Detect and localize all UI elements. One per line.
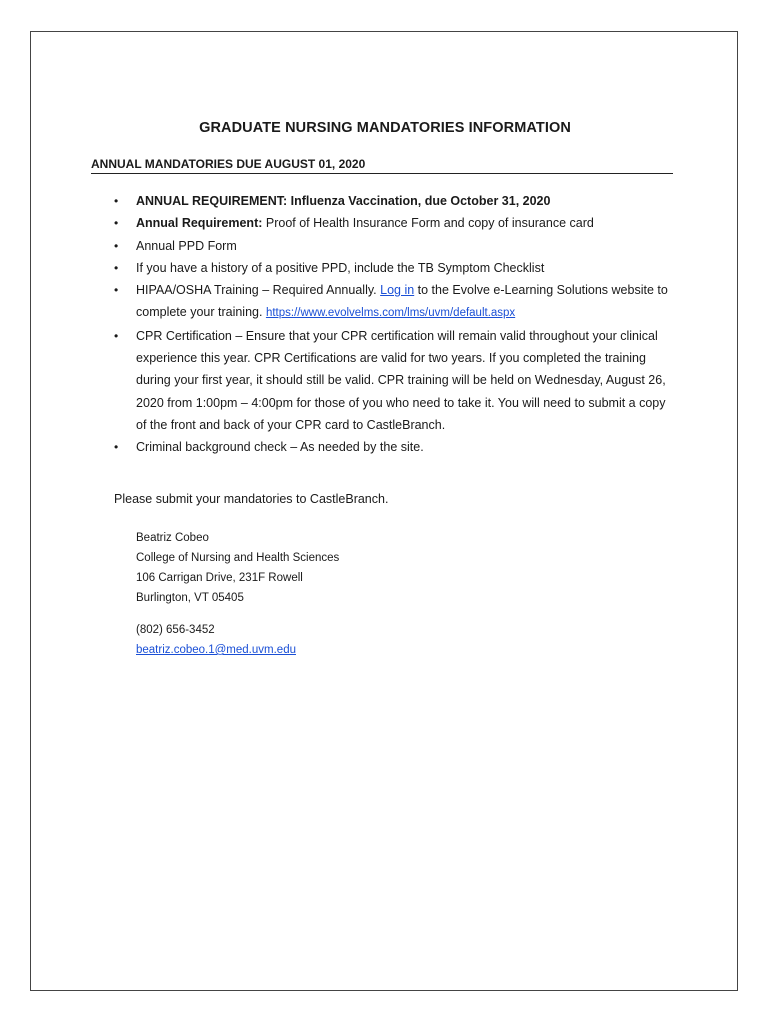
list-item-text: CPR Certification – Ensure that your CPR certification will remain valid throughout your clinical experience this year. CPR Certifications are valid for two years. If you completed the training during your first year, it should still be valid. CPR training will be held on Wednesday, August 26, 2020 from 1:00pm – 4:00pm for those of you who need to take it. You will need to submit a copy of the front and back of your CPR card to CastleBranch. <box>136 328 666 432</box>
list-item <box>114 212 679 234</box>
list-item-text: If you have a history of a positive PPD, include the TB Symptom Checklist <box>136 260 545 275</box>
section-heading: ANNUAL MANDATORIES DUE AUGUST 01, 2020 <box>91 157 673 174</box>
list-item-text: Annual PPD Form <box>136 238 237 253</box>
list-item-text: ANNUAL REQUIREMENT: Influenza Vaccination, due October 31, 2020 <box>136 194 551 208</box>
list-item <box>114 235 679 257</box>
contact-details <box>136 620 296 660</box>
list-item-text: HIPAA/OSHA Training – Required Annually. <box>136 283 381 298</box>
bullet-icon: • <box>114 328 119 343</box>
contact-org: College of Nursing and Health Sciences <box>136 552 340 564</box>
list-item <box>114 279 679 325</box>
list-item-text: Criminal background check – As needed by the site. <box>136 440 424 455</box>
document-title: GRADUATE NURSING MANDATORIES INFORMATION <box>199 120 571 136</box>
list-item <box>114 325 679 436</box>
contact-name: Beatriz Cobeo <box>136 532 209 544</box>
bullet-icon: • <box>114 440 119 455</box>
contact-block <box>136 528 339 608</box>
contact-address-line1: 106 Carrigan Drive, 231F Rowell <box>136 572 303 584</box>
list-item-text: Proof of Health Insurance Form and copy of insurance card <box>262 216 594 231</box>
list-item-label: Annual Requirement: <box>136 216 263 231</box>
contact-email-link[interactable]: beatriz.cobeo.1@med.uvm.edu <box>136 644 296 656</box>
bullet-icon: • <box>114 260 119 275</box>
bullet-icon: • <box>114 283 119 298</box>
list-item-text: to the Evolve e-Learning Solutions website to complete your training. <box>136 283 668 320</box>
bullet-icon: • <box>114 238 119 253</box>
list-item <box>114 190 679 212</box>
requirements-list <box>114 190 679 459</box>
contact-address-line2: Burlington, VT 05405 <box>136 592 244 604</box>
bullet-icon: • <box>114 216 119 231</box>
submit-note: Please submit your mandatories to CastleBranch. <box>114 492 389 506</box>
bullet-icon: • <box>114 194 119 208</box>
list-item <box>114 257 679 279</box>
list-item <box>114 436 679 458</box>
log-in-link[interactable]: Log in <box>380 283 415 298</box>
contact-phone: (802) 656-3452 <box>136 624 215 636</box>
page-border <box>30 31 738 991</box>
evolve-url-link[interactable]: https://www.evolvelms.com/lms/uvm/default.aspx <box>265 307 516 320</box>
